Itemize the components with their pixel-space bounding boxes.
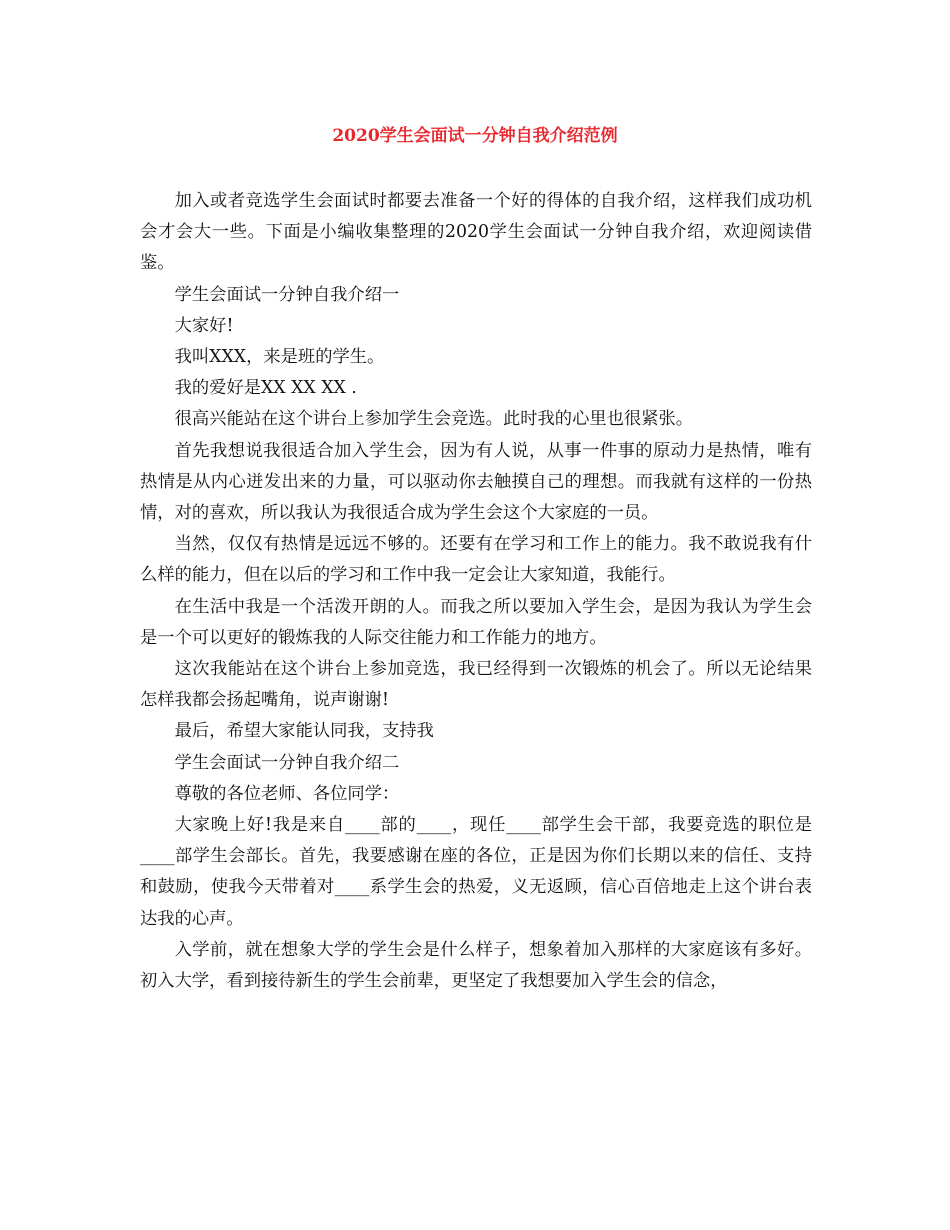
paragraph: 最后，希望大家能认同我，支持我 — [174, 721, 434, 742]
document-body — [140, 186, 812, 997]
paragraph: 首先我想说我很适合加入学生会，因为有人说，从事一件事的原动力是热情，唯有热情是从内心迸发出来的力量，可以驱动你去触摸自己的理想。而我就有这样的一份热情，对的喜欢，所以我认为我很适合成为学生会这个大家庭的一员。 — [140, 440, 812, 524]
paragraph: 当然，仅仅有热情是远远不够的。还要有在学习和工作上的能力。我不敢说我有什么样的能力，但在以后的学习和工作中我一定会让大家知道，我能行。 — [140, 534, 812, 586]
document-title: 2020学生会面试一分钟自我介绍范例 — [332, 126, 618, 146]
paragraph: 我叫XXX，来是班的学生。 — [174, 347, 385, 368]
section-heading-one: 学生会面试一分钟自我介绍一 — [174, 284, 400, 305]
paragraph: 我的爱好是XX XX XX . — [174, 378, 357, 399]
paragraph-salutation: 尊敬的各位老师、各位同学： — [174, 783, 400, 804]
paragraph: 很高兴能站在这个讲台上参加学生会竞选。此时我的心里也很紧张。 — [174, 409, 694, 430]
paragraph: 入学前，就在想象大学的学生会是什么样子，想象着加入那样的大家庭该有多好。初入大学，看到接待新生的学生会前辈，更坚定了我想要加入学生会的信念， — [140, 939, 812, 992]
paragraph: 大家好! — [174, 315, 234, 336]
paragraph-intro: 加入或者竞选学生会面试时都要去准备一个好的得体的自我介绍，这样我们成功机会才会大一些。下面是小编收集整理的2020学生会面试一分钟自我介绍，欢迎阅读借鉴。 — [140, 191, 812, 274]
paragraph: 大家晚上好!我是来自____部的____，现任____部学生会干部，我要竞选的职位是____部学生会部长。首先，我要感谢在座的各位，正是因为你们长期以来的信任、支持和鼓励，使我今天带着对____系学生会的热爱，义无返顾，信心百倍地走上这个讲台表达我的心声。 — [140, 815, 812, 929]
paragraph: 这次我能站在这个讲台上参加竞选，我已经得到一次锻炼的机会了。所以无论结果怎样我都会扬起嘴角，说声谢谢! — [140, 659, 812, 711]
paragraph: 在生活中我是一个活泼开朗的人。而我之所以要加入学生会，是因为我认为学生会是一个可以更好的锻炼我的人际交往能力和工作能力的地方。 — [140, 596, 812, 648]
section-heading-two: 学生会面试一分钟自我介绍二 — [174, 752, 400, 773]
